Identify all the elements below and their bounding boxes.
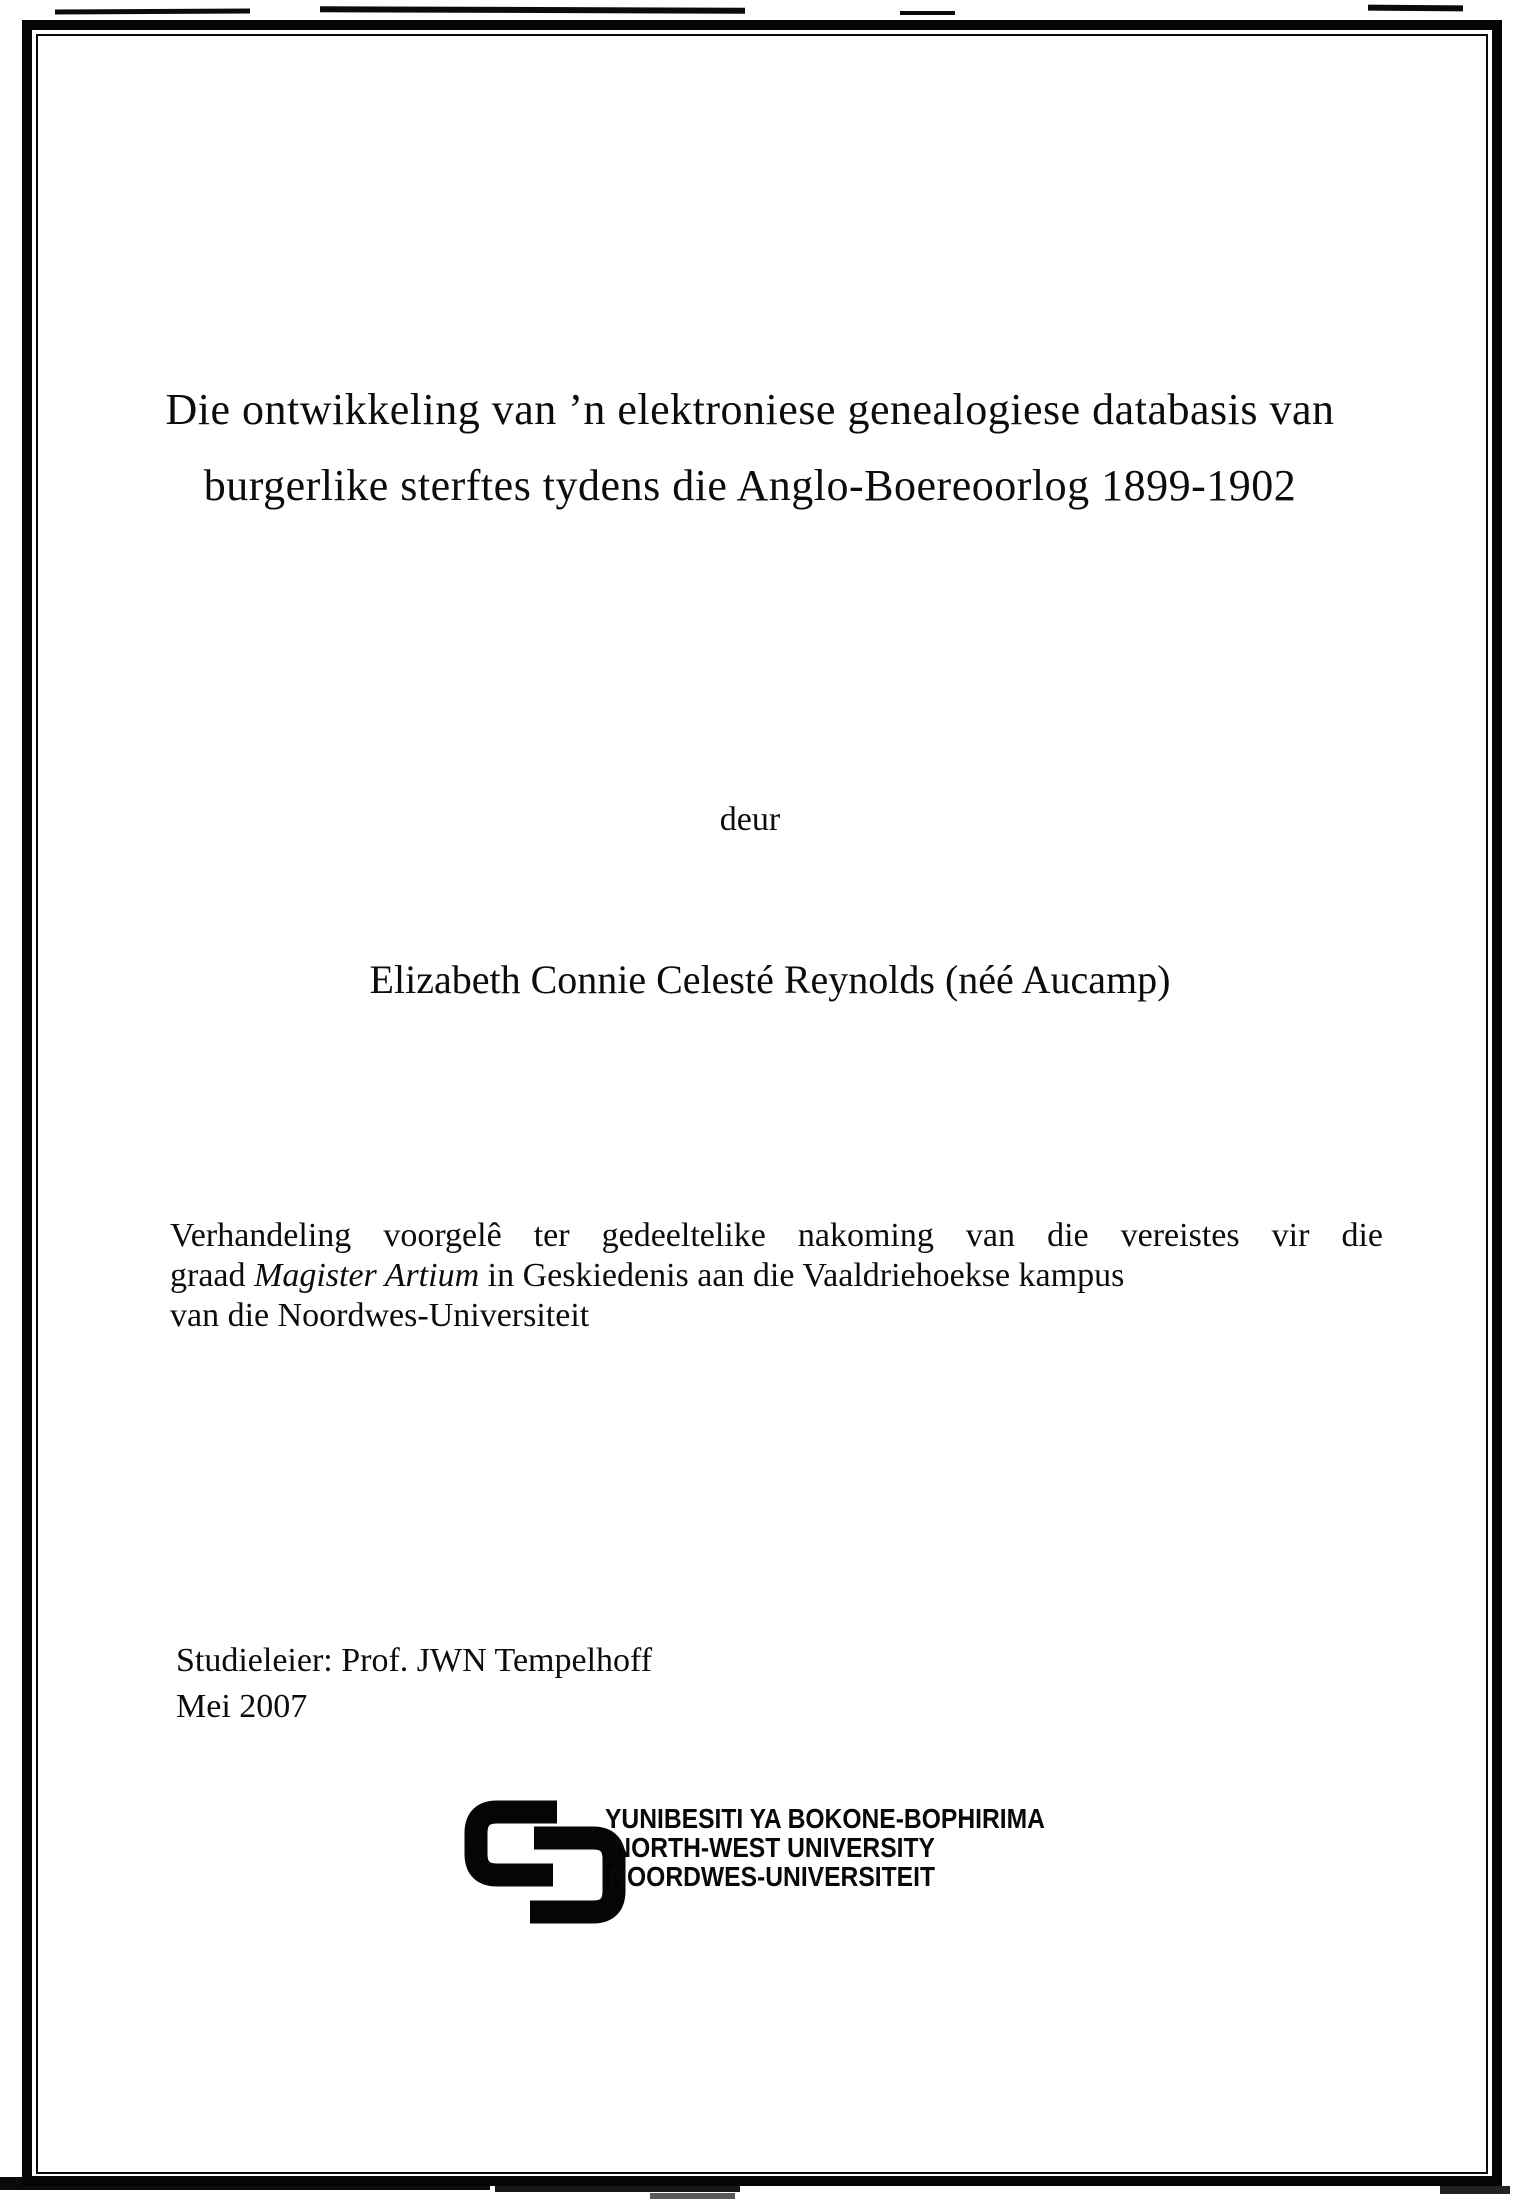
statement-line-1: Verhandeling voorgelê ter gedeeltelike nakoming van die vereistes vir die — [170, 1217, 1383, 1254]
scan-artifact — [320, 6, 745, 13]
title-line-2: burgerlike sterftes tydens die Anglo-Boereoorlog 1899-1902 — [203, 461, 1297, 510]
scan-artifact — [55, 8, 250, 14]
logo-text-line-3: NOORDWES-UNIVERSITEIT — [609, 1861, 935, 1892]
scan-artifact — [1440, 2186, 1510, 2194]
scan-artifact — [650, 2193, 735, 2199]
page-title — [30, 372, 1470, 524]
logo-text-line-2: NORTH-WEST UNIVERSITY — [613, 1832, 935, 1863]
date-line: Mei 2007 — [176, 1688, 308, 1725]
supervisor-block — [176, 1638, 1076, 1730]
statement-line-2-pre: graad — [170, 1257, 255, 1294]
submission-statement — [170, 1216, 1383, 1336]
degree-name-italic: Magister Artium — [254, 1257, 480, 1294]
statement-line-2 — [170, 1256, 1383, 1296]
byline: deur — [719, 801, 781, 838]
scan-artifact — [1368, 5, 1463, 12]
statement-line-2-post: in Geskiedenis aan die Vaaldriehoekse kampus — [479, 1257, 1125, 1294]
scan-artifact — [900, 11, 955, 15]
university-logo-text — [605, 1803, 1045, 1892]
supervisor-line: Studieleier: Prof. JWN Tempelhoff — [176, 1642, 653, 1679]
statement-line-3: van die Noordwes-Universiteit — [170, 1297, 590, 1334]
logo-text-line-1: YUNIBESITI YA BOKONE-BOPHIRIMA — [605, 1803, 1045, 1834]
title-line-1: Die ontwikkeling van ’n elektroniese genealogiese databasis van — [165, 385, 1335, 434]
university-logo — [463, 1798, 1045, 1930]
author-name: Elizabeth Connie Celesté Reynolds (néé Aucamp) — [369, 957, 1171, 1002]
nwu-interlocking-links-icon — [463, 1800, 628, 1928]
